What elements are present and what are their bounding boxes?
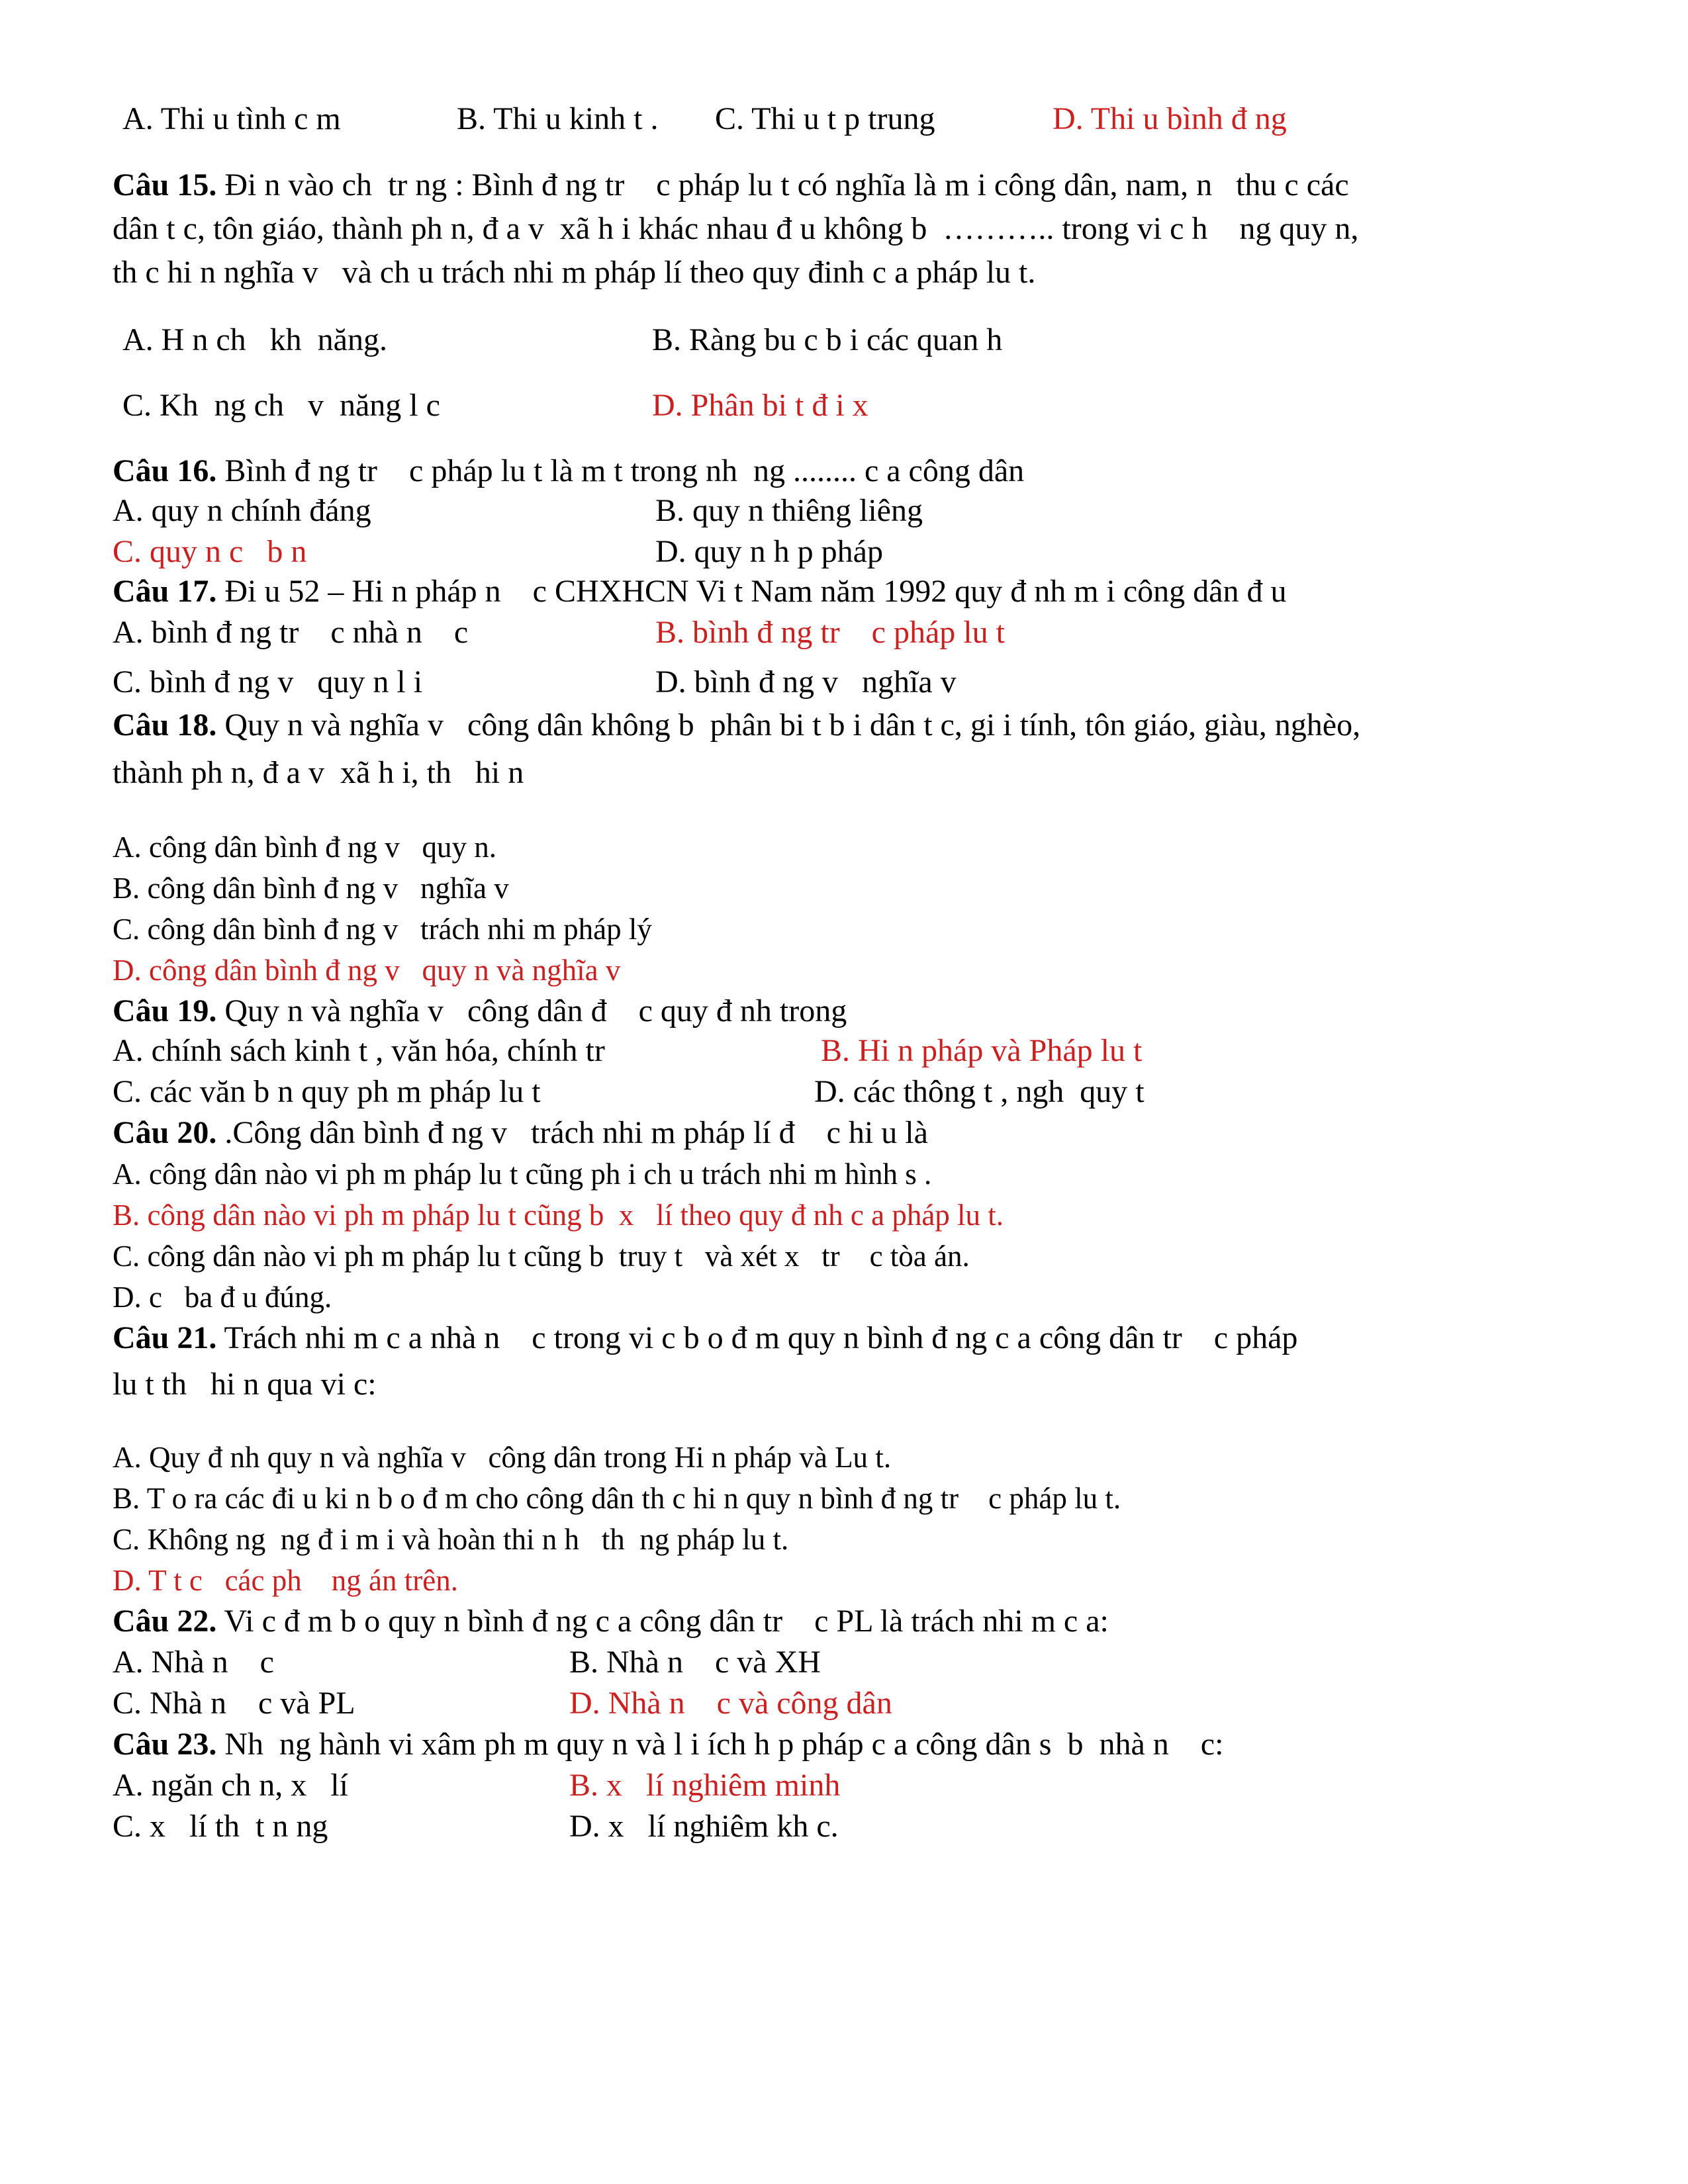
question-18-line-1 <box>113 707 1360 744</box>
q16-option-c-answer: C. quy n c b n <box>113 534 307 569</box>
question-23 <box>113 1726 1223 1763</box>
question-19 <box>113 993 847 1030</box>
question-17 <box>113 573 1286 610</box>
q19-option-a: A. chính sách kinh t , văn hóa, chính tr <box>113 1033 605 1068</box>
question-number: Câu 15. <box>113 167 217 203</box>
q22-option-d-answer: D. Nhà n c và công dân <box>569 1686 892 1721</box>
q22-option-b: B. Nhà n c và XH <box>569 1645 821 1680</box>
q17-option-c: C. bình đ ng v quy n l i <box>113 664 423 700</box>
q23-option-a: A. ngăn ch n, x lí <box>113 1768 348 1803</box>
q20-option-a: A. công dân nào vi ph m pháp lu t cũng ph i ch u trách nhi m hình s . <box>113 1158 932 1191</box>
question-18-line-2: thành ph n, đ a v xã h i, th hi n <box>113 755 524 790</box>
question-number: Câu 23. <box>113 1727 217 1762</box>
q23-option-b-answer: B. x lí nghiêm minh <box>569 1768 841 1803</box>
question-16 <box>113 453 1024 490</box>
q18-option-a: A. công dân bình đ ng v quy n. <box>113 831 496 864</box>
q22-option-a: A. Nhà n c <box>113 1645 274 1680</box>
q19-option-c: C. các văn b n quy ph m pháp lu t <box>113 1074 541 1109</box>
q17-option-b-answer: B. bình đ ng tr c pháp lu t <box>655 615 1005 650</box>
q14-option-c: C. Thi u t p trung <box>715 101 935 136</box>
question-15-line-3: th c hi n nghĩa v và ch u trách nhi m pháp lí theo quy đinh c a pháp lu t. <box>113 255 1036 290</box>
q15-option-d-answer: D. Phân bi t đ i x <box>652 388 868 423</box>
q16-option-b: B. quy n thiêng liêng <box>655 493 923 528</box>
q15-option-c: C. Kh ng ch v năng l c <box>122 388 440 423</box>
q21-option-a: A. Quy đ nh quy n và nghĩa v công dân trong Hi n pháp và Lu t. <box>113 1441 892 1474</box>
q21-option-d-answer: D. T t c các ph ng án trên. <box>113 1564 458 1597</box>
q14-option-b: B. Thi u kinh t . <box>457 101 659 136</box>
question-number: Câu 21. <box>113 1320 217 1355</box>
q15-option-a: A. H n ch kh năng. <box>122 322 387 357</box>
q19-option-d: D. các thông t , ngh quy t <box>814 1074 1145 1109</box>
q18-option-b: B. công dân bình đ ng v nghĩa v <box>113 872 509 905</box>
question-15-line-2: dân t c, tôn giáo, thành ph n, đ a v xã h i khác nhau đ u không b ……….. trong vi c h ng quy n, <box>113 211 1359 246</box>
question-text: Quy n và nghĩa v công dân đ c quy đ nh trong <box>216 993 847 1028</box>
question-number: Câu 16. <box>113 453 217 488</box>
q15-option-b: B. Ràng bu c b i các quan h <box>652 322 1003 357</box>
question-text: Bình đ ng tr c pháp lu t là m t trong nh ng ........ c a công dân <box>216 453 1025 488</box>
q14-option-a: A. Thi u tình c m <box>122 101 341 136</box>
question-number: Câu 18. <box>113 707 217 743</box>
question-text: .Công dân bình đ ng v trách nhi m pháp lí đ c hi u là <box>216 1115 928 1150</box>
question-text: Trách nhi m c a nhà n c trong vi c b o đ m quy n bình đ ng c a công dân tr c pháp <box>216 1320 1298 1355</box>
question-22 <box>113 1603 1109 1640</box>
question-number: Câu 20. <box>113 1115 217 1150</box>
question-text: Đi u 52 – Hi n pháp n c CHXHCN Vi t Nam năm 1992 quy đ nh m i công dân đ u <box>216 574 1287 609</box>
question-21-line-1 <box>113 1320 1297 1357</box>
q20-option-b-answer: B. công dân nào vi ph m pháp lu t cũng b x lí theo quy đ nh c a pháp lu t. <box>113 1199 1004 1232</box>
question-20 <box>113 1115 928 1152</box>
q20-option-d: D. c ba đ u đúng. <box>113 1281 332 1314</box>
question-21-line-2: lu t th hi n qua vi c: <box>113 1367 377 1402</box>
q23-option-d: D. x lí nghiêm kh c. <box>569 1809 839 1844</box>
q16-option-a: A. quy n chính đáng <box>113 493 371 528</box>
question-text: Nh ng hành vi xâm ph m quy n và l i ích h p pháp c a công dân s b nhà n c: <box>216 1727 1224 1762</box>
q18-option-d-answer: D. công dân bình đ ng v quy n và nghĩa v <box>113 954 621 987</box>
q23-option-c: C. x lí th t n ng <box>113 1809 328 1844</box>
q17-option-d: D. bình đ ng v nghĩa v <box>655 664 957 700</box>
q20-option-c: C. công dân nào vi ph m pháp lu t cũng b truy t và xét x tr c tòa án. <box>113 1240 970 1273</box>
question-text: Vi c đ m b o quy n bình đ ng c a công dân tr c PL là trách nhi m c a: <box>216 1604 1109 1639</box>
q18-option-c: C. công dân bình đ ng v trách nhi m pháp lý <box>113 913 652 946</box>
q14-option-d-answer: D. Thi u bình đ ng <box>1053 101 1287 136</box>
question-15-line-1 <box>113 167 1349 204</box>
q21-option-b: B. T o ra các đi u ki n b o đ m cho công dân th c hi n quy n bình đ ng tr c pháp lu t. <box>113 1482 1121 1515</box>
question-text: Quy n và nghĩa v công dân không b phân bi t b i dân t c, gi i tính, tôn giáo, giàu, nghèo, <box>216 707 1361 743</box>
q21-option-c: C. Không ng ng đ i m i và hoàn thi n h th ng pháp lu t. <box>113 1523 789 1556</box>
question-number: Câu 19. <box>113 993 217 1028</box>
question-text: Đi n vào ch tr ng : Bình đ ng tr c pháp lu t có nghĩa là m i công dân, nam, n thu c các <box>216 167 1349 203</box>
question-number: Câu 17. <box>113 574 217 609</box>
q16-option-d: D. quy n h p pháp <box>655 534 883 569</box>
question-number: Câu 22. <box>113 1604 217 1639</box>
q17-option-a: A. bình đ ng tr c nhà n c <box>113 615 469 650</box>
q19-option-b-answer: B. Hi n pháp và Pháp lu t <box>821 1033 1143 1068</box>
q22-option-c: C. Nhà n c và PL <box>113 1686 355 1721</box>
